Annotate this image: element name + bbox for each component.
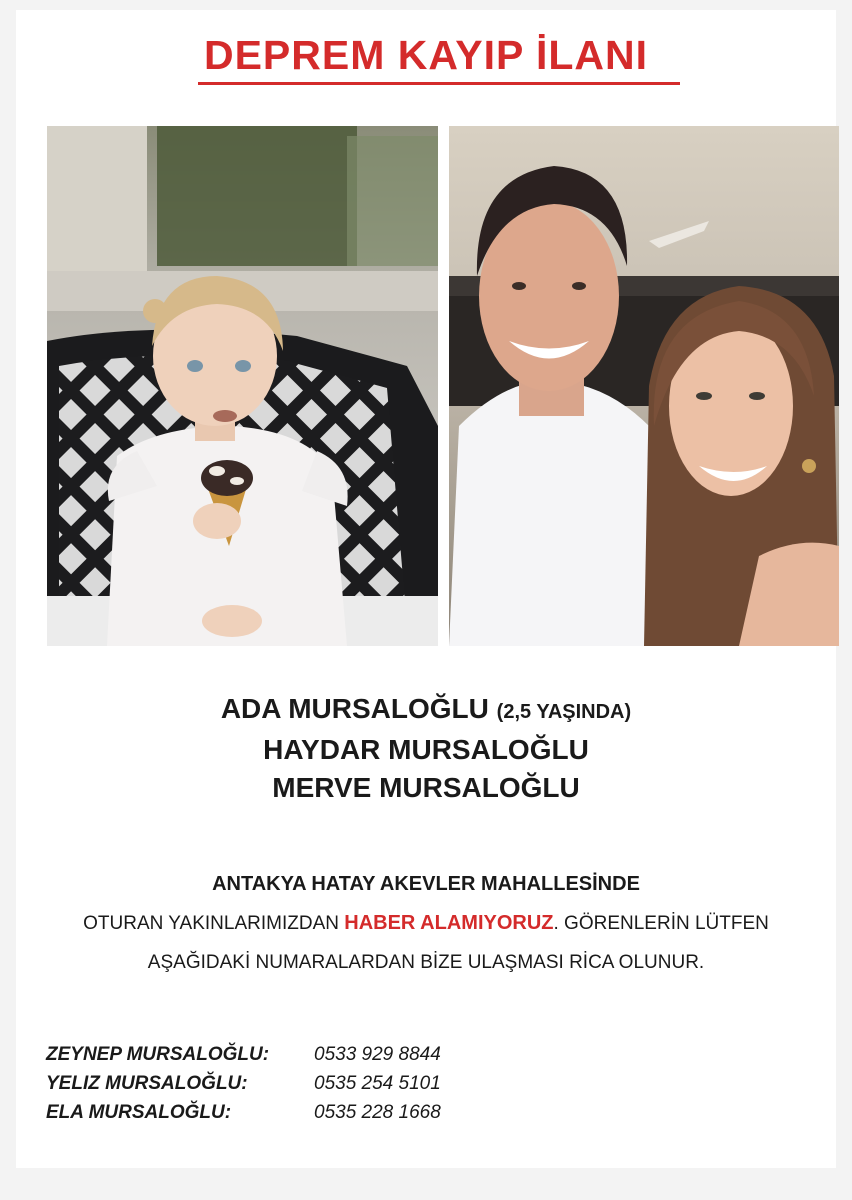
contact-row <box>46 1040 646 1069</box>
missing-person-name: MERVE MURSALOĞLU <box>272 772 580 803</box>
notice-text-post: . GÖRENLERİN LÜTFEN <box>553 913 769 934</box>
notice-highlight: HABER ALAMIYORUZ <box>344 912 554 934</box>
contact-row <box>46 1098 646 1127</box>
name-line-2 <box>0 731 852 769</box>
couple-photo <box>449 126 839 646</box>
contact-phone: 0535 228 1668 <box>314 1102 441 1123</box>
contact-name: YELIZ MURSALOĞLU: <box>46 1073 248 1094</box>
missing-person-name: HAYDAR MURSALOĞLU <box>263 734 589 765</box>
missing-persons-names <box>0 690 852 807</box>
location-line: ANTAKYA HATAY AKEVLER MAHALLESİNDE <box>212 873 640 895</box>
name-line-3 <box>0 769 852 807</box>
contact-name: ELA MURSALOĞLU: <box>46 1102 232 1123</box>
missing-person-name: ADA MURSALOĞLU <box>220 693 489 724</box>
contact-row <box>46 1069 646 1098</box>
contact-list <box>46 1040 646 1127</box>
title-underline <box>198 82 680 85</box>
name-line-1 <box>0 690 852 731</box>
child-photo <box>47 126 438 646</box>
missing-person-age: (2,5 YAŞINDA) <box>496 701 632 723</box>
contact-phone: 0533 929 8844 <box>314 1044 441 1065</box>
notice-text-pre: OTURAN YAKINLARIMIZDAN <box>83 913 345 934</box>
contact-name: ZEYNEP MURSALOĞLU: <box>46 1044 270 1065</box>
notice-line <box>0 912 852 935</box>
request-line: AŞAĞIDAKİ NUMARALARDAN BİZE ULAŞMASI RİCA OLUNUR. <box>147 952 705 973</box>
poster-title: DEPREM KAYIP İLANI <box>203 32 649 78</box>
contact-phone: 0535 254 5101 <box>314 1073 441 1094</box>
